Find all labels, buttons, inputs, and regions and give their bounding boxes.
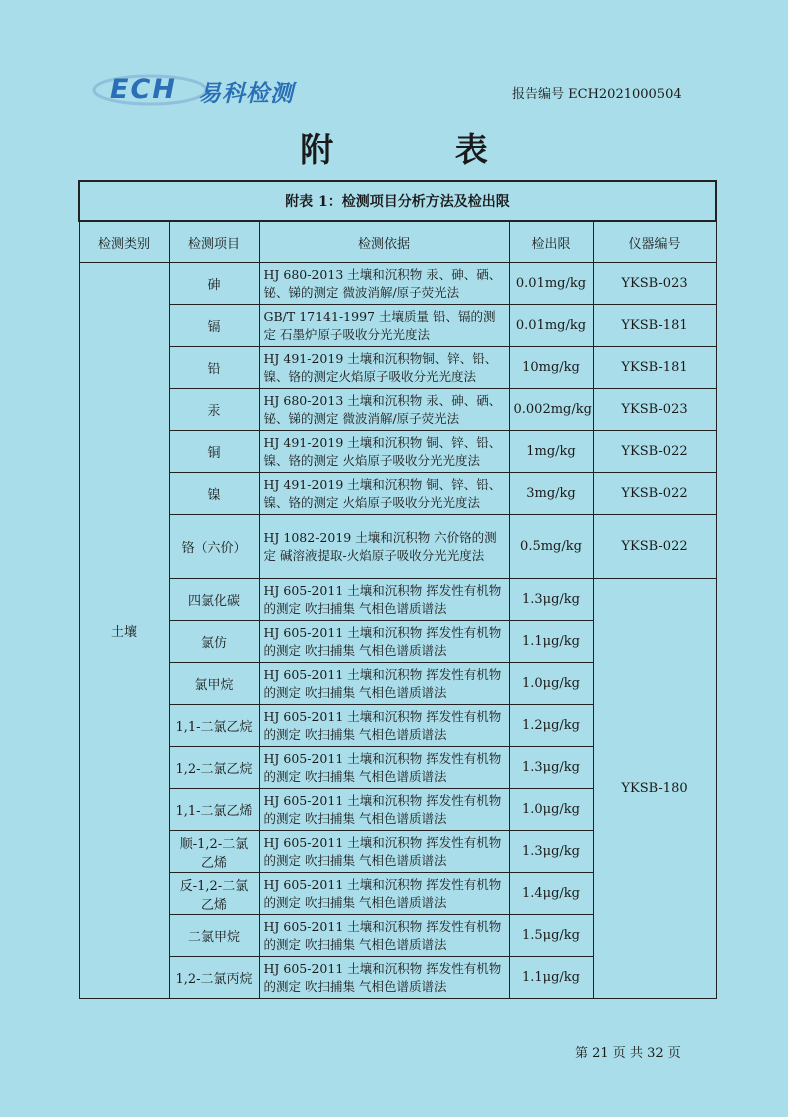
item-cell: 1,2-二氯丙烷 [169, 957, 259, 999]
item-cell: 氯仿 [169, 621, 259, 663]
instrument-cell: YKSB-181 [593, 305, 716, 347]
table-row [79, 347, 716, 389]
table-row [79, 305, 716, 347]
table-row [79, 515, 716, 579]
instrument-cell-merged: YKSB-180 [593, 579, 716, 999]
limit-cell: 1.1μg/kg [509, 957, 593, 999]
company-logo [92, 70, 322, 110]
table-row [79, 263, 716, 305]
basis-cell: HJ 680-2013 土壤和沉积物 汞、砷、硒、铋、锑的测定 微波消解/原子荧光法 [259, 389, 509, 431]
item-cell: 二氯甲烷 [169, 915, 259, 957]
basis-cell: HJ 605-2011 土壤和沉积物 挥发性有机物的测定 吹扫捕集 气相色谱质谱法 [259, 873, 509, 915]
instrument-cell: YKSB-022 [593, 473, 716, 515]
table-row [79, 473, 716, 515]
methods-table [78, 180, 717, 999]
basis-cell: HJ 605-2011 土壤和沉积物 挥发性有机物的测定 吹扫捕集 气相色谱质谱法 [259, 621, 509, 663]
item-cell: 镍 [169, 473, 259, 515]
limit-cell: 1.3μg/kg [509, 579, 593, 621]
item-cell: 铬（六价） [169, 515, 259, 579]
instrument-cell: YKSB-023 [593, 389, 716, 431]
basis-cell: HJ 605-2011 土壤和沉积物 挥发性有机物的测定 吹扫捕集 气相色谱质谱法 [259, 663, 509, 705]
basis-cell: HJ 491-2019 土壤和沉积物 铜、锌、铅、镍、铬的测定 火焰原子吸收分光光度法 [259, 473, 509, 515]
basis-cell: HJ 605-2011 土壤和沉积物 挥发性有机物的测定 吹扫捕集 气相色谱质谱法 [259, 957, 509, 999]
limit-cell: 1.2μg/kg [509, 705, 593, 747]
table-caption: 附表 1：检测项目分析方法及检出限 [79, 181, 716, 221]
limit-cell: 1.0μg/kg [509, 789, 593, 831]
limit-cell: 1mg/kg [509, 431, 593, 473]
page-number: 第 21 页 共 32 页 [575, 1046, 681, 1061]
limit-cell: 0.01mg/kg [509, 263, 593, 305]
logo-ech-text: ECH [110, 74, 177, 105]
item-cell: 1,2-二氯乙烷 [169, 747, 259, 789]
item-cell: 反-1,2-二氯乙烯 [169, 873, 259, 915]
item-cell: 铅 [169, 347, 259, 389]
item-cell: 汞 [169, 389, 259, 431]
column-header: 检测依据 [259, 221, 509, 263]
page-title: 附 表 [300, 130, 543, 169]
basis-cell: HJ 605-2011 土壤和沉积物 挥发性有机物的测定 吹扫捕集 气相色谱质谱法 [259, 747, 509, 789]
logo-cn-text: 易科检测 [198, 81, 294, 107]
basis-cell: HJ 680-2013 土壤和沉积物 汞、砷、硒、铋、锑的测定 微波消解/原子荧光法 [259, 263, 509, 305]
instrument-cell: YKSB-022 [593, 515, 716, 579]
basis-cell: HJ 491-2019 土壤和沉积物铜、锌、铅、镍、铬的测定火焰原子吸收分光光度法 [259, 347, 509, 389]
table-row [79, 389, 716, 431]
limit-cell: 1.4μg/kg [509, 873, 593, 915]
item-cell: 氯甲烷 [169, 663, 259, 705]
basis-cell: HJ 605-2011 土壤和沉积物 挥发性有机物的测定 吹扫捕集 气相色谱质谱法 [259, 831, 509, 873]
limit-cell: 0.5mg/kg [509, 515, 593, 579]
limit-cell: 1.5μg/kg [509, 915, 593, 957]
instrument-cell: YKSB-022 [593, 431, 716, 473]
basis-cell: HJ 605-2011 土壤和沉积物 挥发性有机物的测定 吹扫捕集 气相色谱质谱法 [259, 579, 509, 621]
column-header: 检测类别 [79, 221, 169, 263]
table-row [79, 579, 716, 621]
column-header: 仪器编号 [593, 221, 716, 263]
basis-cell: HJ 605-2011 土壤和沉积物 挥发性有机物的测定 吹扫捕集 气相色谱质谱法 [259, 705, 509, 747]
column-header: 检出限 [509, 221, 593, 263]
item-cell: 1,1-二氯乙烯 [169, 789, 259, 831]
item-cell: 砷 [169, 263, 259, 305]
limit-cell: 0.002mg/kg [509, 389, 593, 431]
item-cell: 顺-1,2-二氯乙烯 [169, 831, 259, 873]
basis-cell: GB/T 17141-1997 土壤质量 铅、镉的测定 石墨炉原子吸收分光光度法 [259, 305, 509, 347]
limit-cell: 10mg/kg [509, 347, 593, 389]
report-number: 报告编号 ECH2021000504 [512, 87, 682, 102]
limit-cell: 3mg/kg [509, 473, 593, 515]
item-cell: 1,1-二氯乙烷 [169, 705, 259, 747]
table-row [79, 431, 716, 473]
item-cell: 镉 [169, 305, 259, 347]
limit-cell: 1.3μg/kg [509, 831, 593, 873]
instrument-cell: YKSB-181 [593, 347, 716, 389]
limit-cell: 1.0μg/kg [509, 663, 593, 705]
limit-cell: 1.1μg/kg [509, 621, 593, 663]
item-cell: 铜 [169, 431, 259, 473]
item-cell: 四氯化碳 [169, 579, 259, 621]
basis-cell: HJ 1082-2019 土壤和沉积物 六价铬的测定 碱溶液提取-火焰原子吸收分光光度法 [259, 515, 509, 579]
instrument-cell: YKSB-023 [593, 263, 716, 305]
limit-cell: 0.01mg/kg [509, 305, 593, 347]
basis-cell: HJ 605-2011 土壤和沉积物 挥发性有机物的测定 吹扫捕集 气相色谱质谱法 [259, 915, 509, 957]
basis-cell: HJ 491-2019 土壤和沉积物 铜、锌、铅、镍、铬的测定 火焰原子吸收分光光度法 [259, 431, 509, 473]
limit-cell: 1.3μg/kg [509, 747, 593, 789]
table-body [79, 263, 716, 999]
category-cell: 土壤 [79, 263, 169, 999]
column-header: 检测项目 [169, 221, 259, 263]
table-header-row [79, 221, 716, 263]
basis-cell: HJ 605-2011 土壤和沉积物 挥发性有机物的测定 吹扫捕集 气相色谱质谱法 [259, 789, 509, 831]
